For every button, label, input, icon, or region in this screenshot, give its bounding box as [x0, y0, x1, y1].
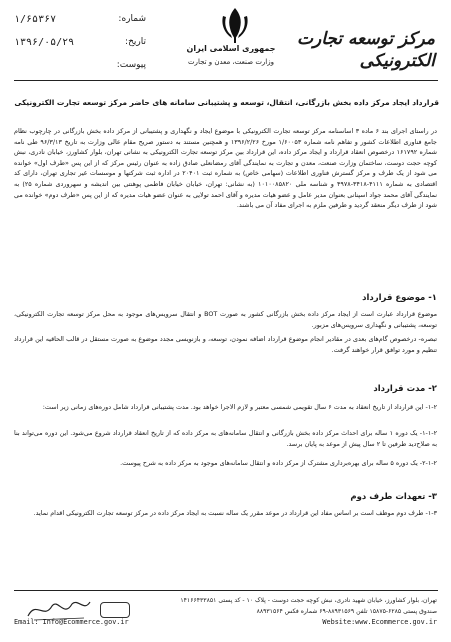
section-2-heading: ۲- مدت قرارداد [373, 384, 437, 394]
center-name: مرکز توسعه تجارت الکترونیکی [297, 29, 435, 71]
republic-title: جمهوری اسلامی ایران [186, 44, 276, 53]
header-divider [14, 80, 438, 81]
section-3-paragraph-1: ۱-۳- طرف دوم موظف است بر اساس مفاد این قرارداد در موعد مقرر یک ساله نسبت به ایجاد مرکز داده در مرکز توسعه تجارت الکترونیکی اقدام نماید. [33, 509, 437, 517]
letter-meta [14, 8, 146, 77]
footer-phones: صندوق پستی ۶۲۸۵-۱۵۸۷۵ تلفن ۸۸۹۳۱۵۶۹-۶۹ شماره فکس ۸۸۹۳۱۵۶۴ [256, 607, 437, 615]
attachment-label: پیوست: [116, 60, 146, 70]
section-2-paragraph-2: ۱-۱-۲- یک دوره ۱ ساله برای احداث مرکز داده بخش بازرگانی و انتقال سامانه‌های به مرکز داده که از تاریخ انعقاد قرارداد شروع می‌شود. این دوره می‌تواند بنا به صلاح‌دید طرفین تا ۲ سال پیش از موعد به پایان برسد. [14, 429, 438, 448]
section-2-paragraph-3: ۲-۱-۲- یک دوره ۵ ساله برای بهره‌برداری مشترک از مرکز داده و انتقال سامانه‌های موجود به مرکز داده به شرح پیوست. [120, 459, 437, 467]
number-row [14, 8, 146, 31]
section-1-paragraph-2: تبصره- درخصوص گام‌های بعدی در مقادیر انجام موضوع قرارداد اضافه نمودن، توسعه، و بازنویسی مجدد موضوع به صورت مستقل در قالب الحاقیه این قرارداد تنظیم و مورد توافق قرار خواهند گرفت. [14, 335, 437, 354]
footer-website: Website:www.Ecommerce.gov.ir [322, 618, 437, 626]
ministry-title: وزارت صنعت، معدن و تجارت [187, 58, 275, 66]
number-value: ۱/۶۵۳۶۷ [14, 14, 57, 25]
footer-email: Email: Info@Ecommerce.gov.ir [14, 618, 129, 626]
date-row [14, 31, 146, 54]
intro-paragraph: در راستای اجرای بند ۶ ماده ۳ اساسنامه مرکز توسعه تجارت الکترونیکی با موضوع ایجاد و نگهداری و پشتیبانی از مرکز داده بخش بازرگانی در چارچوب نظام جامع فناوری اطلاعات کشور و تفاهم نامه شماره ۱/۶۰۰۵۳ مورخ ۱۳۹۶/۲/۲۶ و همچنین مستند به دستور صریح مقام عالی وزارت به تاریخ ۹۶/۳/۱۳ طی نامه شماره ۱۶۱۷۹۲ درخصوص انعقاد قرارداد و ایجاد مرکز داده، این قرارداد بین مرکز توسعه تجارت الکترونیکی به نشانی تهران، بلوار کشاورز، خیابان نادری، نبش کوچه حجت دوست، ساختمان وزارت صنعت، معدن و تجارت به نمایندگی آقای رمضانعلی صادق زاده به عنوان رئیس مرکز که از این پس «طرف اول» خوانده می شود از یک طرف و مرکز گسترش فناوری اطلاعات (سهامی خاص) به شماره ثبت ۲۰۴۰۱ در اداره ثبت شرکتها و موسسات غیر تجاری تهران، دارای کد اقتصادی به شماره ۴۱۱۱-۳۴۱۸-۴۹۷۸ و شناسه ملی ۱۰۱۰۰۸۵۸۲۰ (به نشانی: تهران، خیابان خیابان فاطمی پوهنتی بین اندیشه و سهروردی شماره ۲۵) به نمایندگی آقای محمد جواد اسپنانی بعنوان مدیر عامل و عضو هیات مدیره و آقای احمد تولایی به عنوان عضو هیات مدیره که از این پس «طرف دوم» خوانده می شود از طرف دیگر منعقد گردید و طرفین ملزم به اجرای مفاد آن می باشند. [14, 127, 438, 210]
letter-footer [14, 596, 437, 628]
footer-divider [14, 590, 438, 591]
subject-line: قرارداد ایجاد مرکز داده بخش بازرگانی، انتقال، توسعه و پشتیبانی سامانه های حاضر مرکز توسعه تجارت الکترونیکی [14, 98, 439, 107]
attachment-row [14, 54, 146, 77]
section-1-heading: ۱- موضوع قرارداد [362, 293, 437, 303]
footer-web-row [14, 617, 437, 628]
footer-address: تهران، بلوار کشاورز، خیابان شهید نادری، نبش کوچه حجت دوست - پلاک ۱۰ - کد پستی ۱۴۱۶۶۴۳۳۸۵۱ [180, 597, 437, 604]
number-label: شماره: [118, 14, 146, 24]
section-2-paragraph-1: ۱-۲- این قرارداد از تاریخ انعقاد به مدت ۶ سال تقویمی شمسی معتبر و لازم الاجرا خواهد بود. مدت پشتیبانی قرارداد شامل دوره‌های زمانی زیر است: [42, 403, 437, 411]
section-1-paragraph-1: موضوع قرارداد عبارت است از ایجاد مرکز داده بخش بازرگانی کشور به صورت BOT و انتقال سرویس‌های موجود به محل مرکز توسعه تجارت الکترونیکی، توسعه، پشتیبانی و نگهداری سرویس‌های مزبور. [14, 310, 437, 329]
iran-emblem-icon [218, 6, 252, 44]
section-3-heading: ۳- تعهدات طرف دوم [350, 492, 437, 502]
date-label: تاریخ: [125, 37, 146, 47]
date-value: ۱۳۹۶/۰۵/۲۹ [14, 37, 75, 48]
